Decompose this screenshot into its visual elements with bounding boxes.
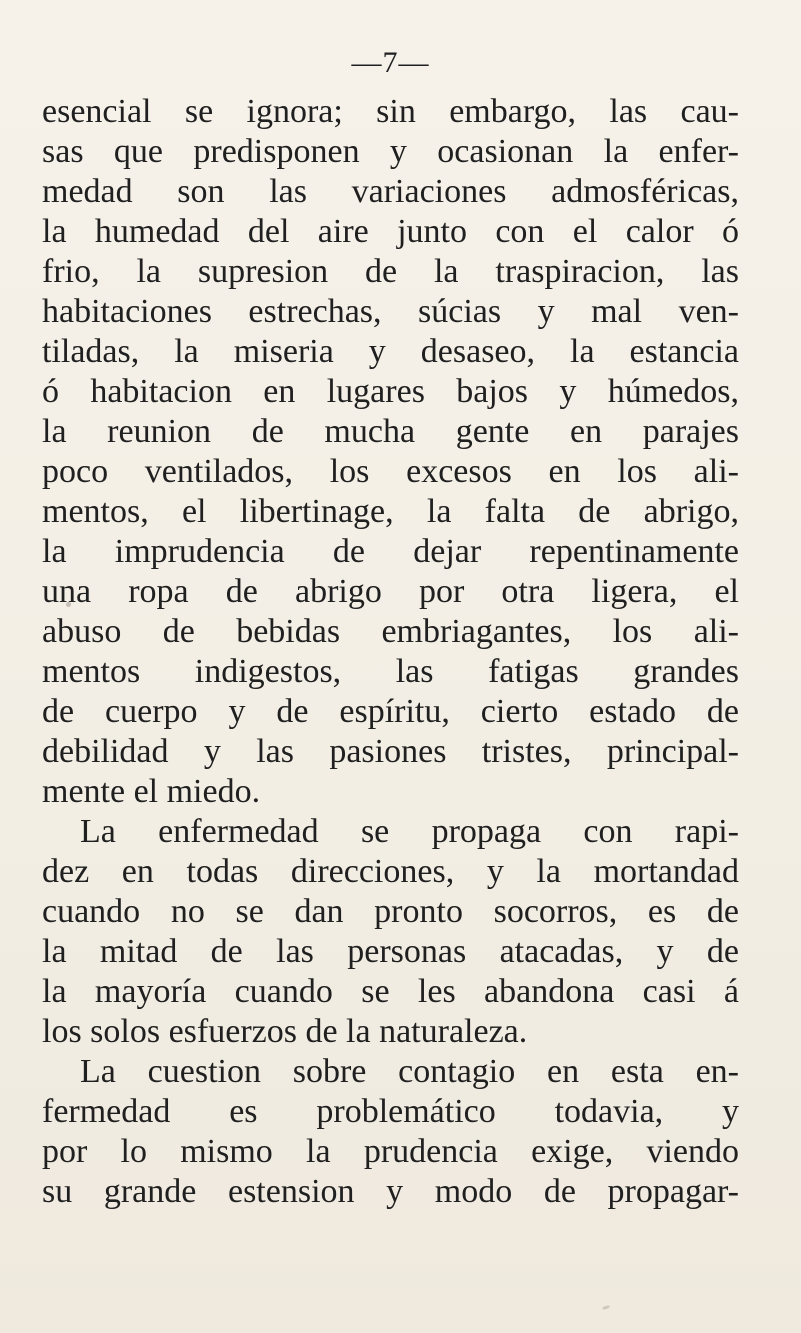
text-line: La enfermedad se propaga con rapi- xyxy=(80,813,739,850)
text-line: mente el miedo. xyxy=(42,773,261,810)
text-line: por lo mismo la prudencia exige, viendo xyxy=(42,1133,739,1170)
body-text xyxy=(42,92,739,1212)
text-line: habitaciones estrechas, súcias y mal ven- xyxy=(42,293,739,330)
ink-speck xyxy=(66,602,71,607)
text-line: poco ventilados, los excesos en los ali- xyxy=(42,453,739,490)
text-line: medad son las variaciones admosféricas, xyxy=(42,173,739,210)
text-line: dez en todas direcciones, y la mortandad xyxy=(42,853,739,890)
text-line: los solos esfuerzos de la naturaleza. xyxy=(42,1013,528,1050)
text-line: fermedad es problemático todavia, y xyxy=(42,1093,739,1130)
text-line: esencial se ignora; sin embargo, las cau- xyxy=(42,93,739,130)
page-number: —7— xyxy=(351,46,430,79)
text-line: de cuerpo y de espíritu, cierto estado de xyxy=(42,693,739,730)
text-line: cuando no se dan pronto socorros, es de xyxy=(42,893,739,930)
text-line: su grande estension y modo de propagar- xyxy=(42,1173,739,1210)
text-line: frio, la supresion de la traspiracion, las xyxy=(42,253,739,290)
text-line: la mitad de las personas atacadas, y de xyxy=(42,933,739,970)
text-line: abuso de bebidas embriagantes, los ali- xyxy=(42,613,739,650)
text-line: ó habitacion en lugares bajos y húmedos, xyxy=(42,373,739,410)
text-line: sas que predisponen y ocasionan la enfer- xyxy=(42,133,739,170)
text-line: la humedad del aire junto con el calor ó xyxy=(42,213,739,250)
text-line: la mayoría cuando se les abandona casi á xyxy=(42,973,739,1010)
text-line: la imprudencia de dejar repentinamente xyxy=(42,533,739,570)
text-line: La cuestion sobre contagio en esta en- xyxy=(80,1053,739,1090)
text-line: mentos indigestos, las fatigas grandes xyxy=(42,653,739,690)
text-line: la reunion de mucha gente en parajes xyxy=(42,413,739,450)
text-line: una ropa de abrigo por otra ligera, el xyxy=(42,573,739,610)
text-line: mentos, el libertinage, la falta de abrigo, xyxy=(42,493,739,530)
text-line: debilidad y las pasiones tristes, principal- xyxy=(42,733,739,770)
text-line: tiladas, la miseria y desaseo, la estancia xyxy=(42,333,739,370)
ink-speck xyxy=(602,1305,611,1311)
